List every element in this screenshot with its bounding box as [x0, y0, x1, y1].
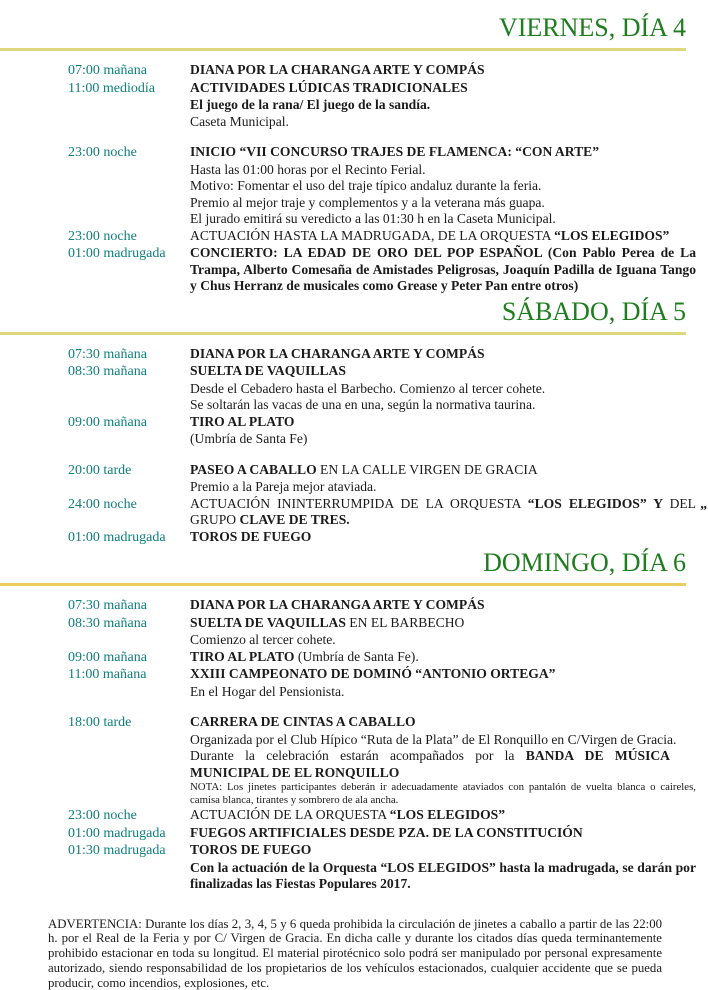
schedule-row — [0, 632, 708, 649]
event-text: Premio al mejor traje y complementos y a la veterana más guapa. — [190, 195, 696, 212]
schedule-row — [0, 431, 708, 448]
event-text: TIRO AL PLATO (Umbría de Santa Fe). — [190, 649, 696, 666]
section-title: VIERNES, DÍA 4 — [0, 14, 708, 42]
event-time: 20:00 tarde — [68, 463, 190, 480]
event-text: Se soltarán las vacas de una en una, según la normativa taurina. — [190, 397, 696, 414]
warning-label: ADVERTENCIA: — [48, 917, 142, 931]
event-text: Motivo: Fomentar el uso del traje típico andaluz durante la feria. — [190, 178, 696, 195]
event-time: 07:00 mañana — [68, 63, 190, 80]
schedule-row — [0, 479, 708, 496]
event-time: 08:30 mañana — [68, 616, 190, 633]
schedule-row — [0, 195, 708, 212]
event-time: 09:00 mañana — [68, 650, 190, 667]
schedule-row — [0, 714, 708, 732]
event-text: Organizada por el Club Hípico “Ruta de la Plata” de El Ronquillo en C/Virgen de Gracia. — [190, 732, 696, 749]
event-text: XXIII CAMPEONATO DE DOMINÓ “ANTONIO ORTEGA” — [190, 666, 696, 683]
event-text: En el Hogar del Pensionista. — [190, 684, 696, 701]
event-text: ACTUACIÓN HASTA LA MADRUGADA, DE LA ORQUESTA “LOS ELEGIDOS” — [190, 228, 670, 245]
warning-paragraph — [48, 917, 662, 990]
event-time: 08:30 mañana — [68, 364, 190, 381]
schedule-row — [0, 807, 708, 825]
schedule-row — [0, 211, 708, 228]
event-text: CARRERA DE CINTAS A CABALLO — [190, 714, 696, 731]
event-text: Hasta las 01:00 horas por el Recinto Ferial. — [190, 162, 696, 179]
schedule-row — [0, 97, 708, 114]
event-text: ACTUACIÓN ININTERRUMPIDA DE LA ORQUESTA “LOS ELEGIDOS” Y DEL GRUPO CLAVE DE TRES. — [190, 496, 696, 529]
section-title: DOMINGO, DÍA 6 — [0, 549, 708, 577]
event-time: 23:00 noche — [68, 145, 190, 162]
schedule-row — [0, 228, 708, 246]
event-time: 23:00 noche — [68, 808, 190, 825]
event-text: CONCIERTO: LA EDAD DE ORO DEL POP ESPAÑOL (Con Pablo Perea de La Trampa, Alberto Comesaña de Amistades Peligrosas, Joaquín Padilla de Iguana Tango y Chus Herranz de musicales como Grease y Peter Pan entre otros) — [190, 245, 696, 295]
event-time: 01:00 madrugada — [68, 826, 190, 843]
event-text: SUELTA DE VAQUILLAS — [190, 363, 696, 380]
schedule-row — [0, 684, 708, 701]
schedule-row — [0, 414, 708, 432]
event-time: 24:00 noche — [68, 497, 190, 514]
event-text: Caseta Municipal. — [190, 114, 696, 131]
event-time: 01:30 madrugada — [68, 843, 190, 860]
schedule-row — [0, 397, 708, 414]
schedule-row — [0, 597, 708, 615]
event-text: DIANA POR LA CHARANGA ARTE Y COMPÁS — [190, 597, 696, 614]
schedule-row — [0, 346, 708, 364]
day-section-viernes-dia-4 — [0, 14, 708, 295]
schedule-row — [0, 62, 708, 80]
event-text: Premio a la Pareja mejor ataviada. — [190, 479, 696, 496]
section-rule — [0, 583, 686, 586]
schedule-row — [0, 80, 708, 98]
event-time: 09:00 mañana — [68, 415, 190, 432]
event-time: 07:30 mañana — [68, 347, 190, 364]
schedule-row — [0, 178, 708, 195]
event-time: 11:00 mediodía — [68, 81, 190, 98]
event-time: 07:30 mañana — [68, 598, 190, 615]
event-text: INICIO “VII CONCURSO TRAJES DE FLAMENCA: “CON ARTE” — [190, 144, 696, 161]
schedule-row — [0, 615, 708, 633]
schedule-row — [0, 732, 708, 749]
event-text: SUELTA DE VAQUILLAS EN EL BARBECHO — [190, 615, 696, 632]
schedule-row — [0, 245, 708, 295]
event-text: PASEO A CABALLO EN LA CALLE VIRGEN DE GRACIA — [190, 462, 696, 479]
schedule-row — [0, 825, 708, 843]
stray-quote-mark: ” — [700, 505, 707, 519]
schedule-row — [0, 666, 708, 684]
schedule-row — [0, 462, 708, 480]
event-text: DIANA POR LA CHARANGA ARTE Y COMPÁS — [190, 62, 696, 79]
event-text: TOROS DE FUEGO — [190, 842, 696, 859]
day-section-sabado-dia-5 — [0, 298, 708, 547]
event-text: (Umbría de Santa Fe) — [190, 431, 696, 448]
event-text: Desde el Cebadero hasta el Barbecho. Comienzo al tercer cohete. — [190, 381, 696, 398]
event-text: FUEGOS ARTIFICIALES DESDE PZA. DE LA CONSTITUCIÓN — [190, 825, 696, 842]
section-rule — [0, 48, 686, 51]
event-text: NOTA: Los jinetes participantes deberán ir adecuadamente ataviados con pantalón de vuelta blanca o caireles, camisa blanca, tirantes y sombrero de ala ancha. — [190, 781, 696, 807]
event-text: ACTUACIÓN DE LA ORQUESTA “LOS ELEGIDOS” — [190, 807, 696, 824]
schedule-row — [0, 144, 708, 162]
event-time: 11:00 mañana — [68, 667, 190, 684]
event-text: El jurado emitirá su veredicto a las 01:30 h en la Caseta Municipal. — [190, 211, 696, 228]
event-time: 18:00 tarde — [68, 715, 190, 732]
schedule-row — [0, 842, 708, 860]
event-text: Durante la celebración estarán acompañados por la BANDA DE MÚSICA MUNICIPAL DE EL RONQUILLO — [190, 748, 670, 781]
schedule-row — [0, 496, 708, 529]
event-text: TOROS DE FUEGO — [190, 529, 696, 546]
schedule-row — [0, 529, 708, 547]
section-title: SÁBADO, DÍA 5 — [0, 298, 708, 326]
day-section-domingo-dia-6 — [0, 549, 708, 893]
event-text: DIANA POR LA CHARANGA ARTE Y COMPÁS — [190, 346, 696, 363]
schedule-row — [0, 781, 708, 807]
event-text: ACTIVIDADES LÚDICAS TRADICIONALES — [190, 80, 696, 97]
schedule-row — [0, 162, 708, 179]
section-rule — [0, 332, 686, 335]
schedule-row — [0, 748, 708, 781]
schedule-row — [0, 860, 708, 893]
event-time: 01:00 madrugada — [68, 530, 190, 547]
schedule-row — [0, 363, 708, 381]
event-text: Con la actuación de la Orquesta “LOS ELEGIDOS” hasta la madrugada, se darán por finalizadas las Fiestas Populares 2017. — [190, 860, 696, 893]
event-text: El juego de la rana/ El juego de la sandía. — [190, 97, 696, 114]
event-time: 01:00 madrugada — [68, 246, 190, 263]
schedule-row — [0, 381, 708, 398]
schedule-row — [0, 649, 708, 667]
schedule-row — [0, 114, 708, 131]
event-time: 23:00 noche — [68, 229, 190, 246]
event-text: Comienzo al tercer cohete. — [190, 632, 696, 649]
warning-text: Durante los días 2, 3, 4, 5 y 6 queda prohibida la circulación de jinetes a caballo a partir de las 22:00 h. por el Real de la Feria y por C/ Virgen de Gracia. En dicha calle y durante los citados días queda terminantemente prohibido estacionar en toda su longitud. El material pirotécnico solo podrá ser manipulado por personal expresamente autorizado, siendo responsabilidad de los propietarios de los vehículos estacionados, cualquier accidente que se pueda producir, como incendios, explosiones, etc. — [48, 917, 662, 990]
event-text: TIRO AL PLATO — [190, 414, 696, 431]
